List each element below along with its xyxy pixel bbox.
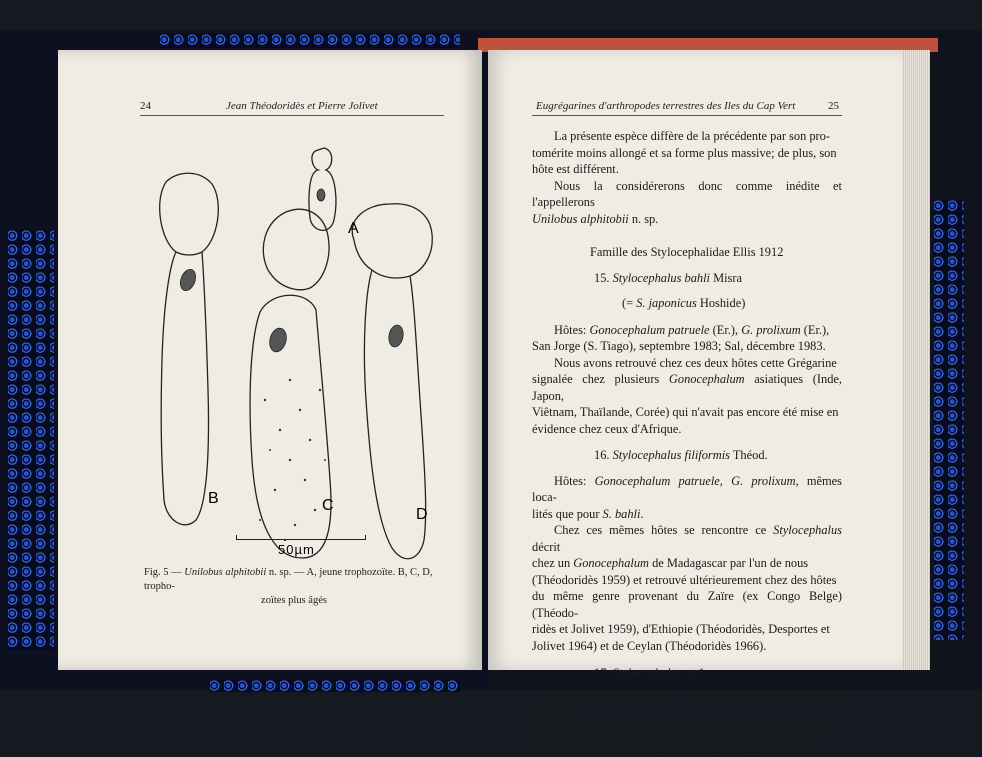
marbled-endpaper-right <box>934 200 964 640</box>
scale-bar <box>236 535 366 540</box>
family-heading: Famille des Stylocephalidae Ellis 1912 <box>590 245 784 259</box>
left-page-number: 24 <box>140 100 151 112</box>
figure-label-a: A <box>348 220 359 237</box>
synonym-line: (= S. japonicus Hoshide) <box>622 296 746 310</box>
right-page-number: 25 <box>828 100 839 112</box>
left-running-head: Jean Théodoridès et Pierre Jolivet <box>226 100 378 112</box>
figure-caption: Fig. 5 — Unilobus alphitobii n. sp. — A, jeune trophozoïte. B, C, D, tropho- zoïtes plus âgés <box>144 567 433 606</box>
figure-label-b: B <box>208 490 219 507</box>
right-running-head: Eugrégarines d'arthropodes terrestres des Iles du Cap Vert <box>536 100 796 112</box>
section-15-heading: 15. Stylocephalus bahli Misra <box>594 270 743 285</box>
header-rule <box>532 115 842 116</box>
marbled-top-edge <box>160 34 460 48</box>
body-text: La présente espèce diffère de la précédente par son pro- tomérite moins allongé et sa forme plus massive; de plus, son hôte est différent. Nous la considérerons donc comme inédite et l'appellerons Unilobus alphitobii n. sp. Famille des Stylocephalidae Ellis 1912 15. Stylocephalus bahli Misra (= S. japonicus Hoshide) Hôtes: Gonocephalum patruele (Er.), G. prolixum (Er.), San Jorge (S. Tiago), septembre 1983; Sal, décembre 1983. Nous avons retrouvé chez ces deux hôtes cette Grégarine signalée chez plusieurs Gonocephalum asiatiques (Inde, Japon, Viêtnam, Thaïlande, Corée) qui n'avait pas encore été mise en évidence chez ceux d'Afrique. 16. Stylocephalus filiformis Théod. Hôtes: Gonocephalum patruele, G. prolixum, mêmes loca- lités que pour S. bahli. Chez ces mêmes hôtes se rencontre ce Stylocephalus décrit chez un Gonocephalum de Madagascar par l'un de nous (Théodoridès 1959) et retrouvé ultérieurement chez des hôtes du même genre provenant du Zaïre (ex Congo Belge) (Théodo- ridès et Jolivet 1959), d'Ethiopie (Théodoridès, Desportes et Jolivet 1964) et de Ceylan (Théodoridès 1966). 17. Stylocephalus sp.1 Hôtes: Platyprocnemis granulosus (Woll.) Ginebra (Fogo) janvier 1984; Trichopodus tenebricosus (Er.) ssp. nicolensis (Woll), Caldeira de Cabeçalin, Collego (Fogo) avril 1984. <box>532 129 843 755</box>
figure-drawing <box>140 140 450 570</box>
right-page <box>488 50 903 755</box>
scale-label: 50µm <box>278 542 315 557</box>
header-rule <box>140 115 444 116</box>
trophozoite-c <box>263 209 329 289</box>
figure-label-d: D <box>416 506 428 523</box>
page-block-edges <box>902 50 930 670</box>
marbled-bottom-edge <box>210 680 460 692</box>
left-page <box>58 50 482 670</box>
section-17-heading: 17. Stylocephalus sp.1 <box>594 666 705 680</box>
figure-label-c: C <box>322 497 334 514</box>
trophozoite-b <box>160 173 219 525</box>
section-16-heading: 16. Stylocephalus filiformis Théod. <box>594 448 768 462</box>
trophozoite-d <box>352 204 432 278</box>
marbled-endpaper-left <box>8 230 54 650</box>
